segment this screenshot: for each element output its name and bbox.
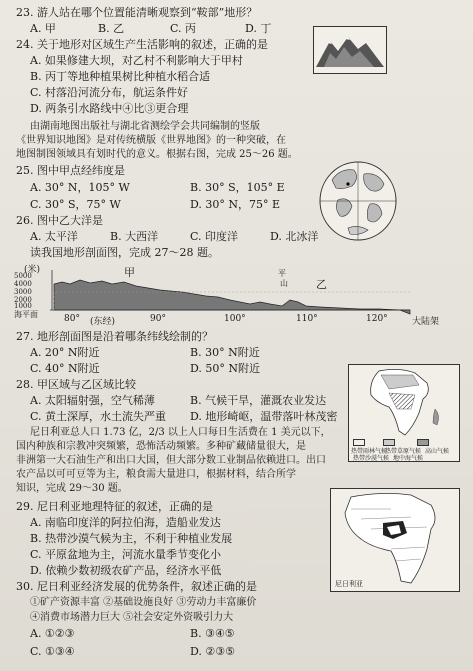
legend-swatch-3	[417, 439, 429, 446]
intro-29-30-line3: 非洲第一大石油生产和出口大国，但大部分数工业制品依赖进口。出口	[16, 455, 326, 466]
q25-stem: 25. 图中甲点经纬度是	[16, 164, 125, 177]
q30-choices-line2: ④消费市场潜力巨大 ⑤社会安定外资吸引力大	[30, 612, 234, 623]
legend-label-2: 热带草原气候	[385, 448, 422, 455]
q26-option-c[interactable]: C. 印度洋	[190, 230, 239, 243]
q29-option-c[interactable]: C. 平原盆地为主，河流水量季节变化小	[30, 548, 222, 561]
legend-label-4: 热带沙漠气候	[353, 455, 390, 462]
mountain-saddle-figure	[313, 26, 387, 74]
q23-option-b[interactable]: B. 乙	[98, 22, 125, 35]
q26-option-d[interactable]: D. 北冰洋	[270, 230, 319, 243]
q26-option-b[interactable]: B. 大西洋	[110, 230, 159, 243]
terrain-profile-chart	[14, 262, 454, 320]
q24-option-c[interactable]: C. 村落沿河流分布，航运条件好	[30, 86, 189, 99]
profile-label-ping: 平	[278, 269, 286, 278]
profile-ytick-5000: 5000	[14, 272, 32, 280]
q25-option-d[interactable]: D. 30° N，75° E	[190, 198, 281, 211]
africa-climate-map-figure	[348, 364, 460, 462]
profile-ytick-2000: 2000	[14, 296, 32, 304]
profile-label-jia: 甲	[124, 266, 135, 279]
profile-xtick-80: 80°	[64, 314, 80, 324]
profile-xtick-90: 90°	[150, 314, 166, 324]
q27-option-c[interactable]: C. 40° N附近	[30, 362, 100, 375]
q27-option-d[interactable]: D. 50° N附近	[190, 362, 261, 375]
q30-choices-line1: ①矿产资源丰富 ②基础设施良好 ③劳动力丰富廉价	[30, 597, 257, 608]
q30-option-c[interactable]: C. ①③④	[30, 645, 75, 658]
legend-swatch-1	[353, 439, 365, 446]
q25-option-b[interactable]: B. 30° S，105° E	[190, 181, 285, 194]
q30-option-b[interactable]: B. ③④⑤	[190, 627, 235, 640]
q27-option-a[interactable]: A. 20° N附近	[30, 346, 100, 359]
q28-option-d[interactable]: D. 地形崎岖，温带落叶林茂密	[190, 410, 338, 423]
q28-option-b[interactable]: B. 气候干旱，灌溉农业发达	[190, 394, 327, 407]
vertical-world-map-figure	[318, 160, 398, 242]
profile-label-yi: 乙	[316, 278, 327, 291]
q26-stem: 26. 图中乙大洋是	[16, 214, 103, 227]
legend-label-3: 高山气候	[425, 448, 450, 455]
intro-25-26-line1: 由湖南地图出版社与湖北省测绘学会共同编制的竖版	[30, 121, 260, 132]
intro-25-26-line3: 地图制图领域具有划时代的意义。根据右图，完成 25～26 题。	[16, 149, 298, 160]
q29-option-b[interactable]: B. 热带沙漠气候为主，不利于种植业发展	[30, 532, 233, 545]
profile-xtick-100: 100°	[224, 314, 246, 324]
q25-option-a[interactable]: A. 30° N，105° W	[30, 181, 130, 194]
q23-option-a[interactable]: A. 甲	[30, 22, 56, 35]
q30-option-d[interactable]: D. ②③⑤	[190, 645, 236, 658]
profile-xtick-120: 120°	[366, 314, 388, 324]
q24-option-d[interactable]: D. 两条引水路线中④比③更合理	[30, 102, 189, 115]
q27-option-b[interactable]: B. 30° N附近	[190, 346, 260, 359]
q30-option-a[interactable]: A. ①②③	[30, 627, 75, 640]
profile-unit: (米)	[24, 265, 41, 275]
legend-swatch-2	[383, 439, 395, 446]
profile-xtick-east-longitude: (东经)	[90, 317, 116, 327]
legend-label-5: 地中海气候	[393, 455, 424, 462]
q24-option-a[interactable]: A. 如果修建大坝，对乙村不利影响大于甲村	[30, 54, 243, 67]
profile-ytick-3000: 3000	[14, 288, 32, 296]
nigeria-map-label: 尼日利亚	[335, 580, 363, 588]
q27-stem: 27. 地形剖面图是沿着哪条纬线绘制的？	[16, 330, 213, 343]
q25-option-c[interactable]: C. 30° S，75° W	[30, 198, 121, 211]
intro-29-30-line2: 国内种族和宗教冲突频繁，恐怖活动频繁。多种矿藏储量很大，是	[16, 441, 306, 452]
q29-option-a[interactable]: A. 南临印度洋的阿拉伯海，造船业发达	[30, 516, 221, 529]
q24-stem: 24. 关于地形对区域生产生活影响的叙述，正确的是	[16, 38, 268, 51]
q28-option-a[interactable]: A. 太阳辐射强，空气稀薄	[30, 394, 155, 407]
intro-29-30-line1: 尼日利亚总人口 1.73 亿，2/3 以上人口每日生活费在 1 美元以下，	[30, 427, 331, 438]
q23-option-c[interactable]: C. 丙	[170, 22, 197, 35]
intro-29-30-line4: 农产品以可可豆等为主，粮食需大量进口，根据材料，结合所学	[16, 469, 296, 480]
nigeria-map-figure	[330, 488, 460, 592]
profile-ytick-4000: 4000	[14, 280, 32, 288]
intro-27-28: 读我国地形剖面图，完成 27～28 题。	[30, 246, 219, 259]
profile-xtick-110: 110°	[296, 314, 318, 324]
q24-option-b[interactable]: B. 丙丁等地种植果树比种植水稻合适	[30, 70, 211, 83]
legend-label-1: 热带雨林气候	[351, 448, 388, 455]
q28-option-c[interactable]: C. 黄土深厚，水土流失严重	[30, 410, 167, 423]
q23-option-d[interactable]: D. 丁	[245, 22, 272, 35]
intro-25-26-line2: 《世界知识地图》是对传统横版《世界地图》的一种突破，在	[16, 135, 286, 146]
profile-ytick-1000: 1000	[14, 302, 32, 310]
profile-label-shan: 山	[280, 279, 288, 288]
profile-ytick-sealevel: 海平面	[14, 310, 38, 319]
profile-label-continental-shelf: 大陆架	[412, 317, 440, 327]
q29-option-d[interactable]: D. 依赖少数初级农矿产品，经济水平低	[30, 564, 222, 577]
q26-option-a[interactable]: A. 太平洋	[30, 230, 78, 243]
q29-stem: 29. 尼日利亚地理特征的叙述，正确的是	[16, 500, 213, 513]
q28-stem: 28. 甲区域与乙区域比较	[16, 378, 136, 391]
q23-stem: 23. 游人站在哪个位置能清晰观察到“鞍部”地形？	[16, 6, 258, 19]
q30-stem: 30. 尼日利亚经济发展的优势条件，叙述正确的是	[16, 580, 257, 593]
intro-29-30-line5: 知识，完成 29～30 题。	[16, 483, 128, 494]
